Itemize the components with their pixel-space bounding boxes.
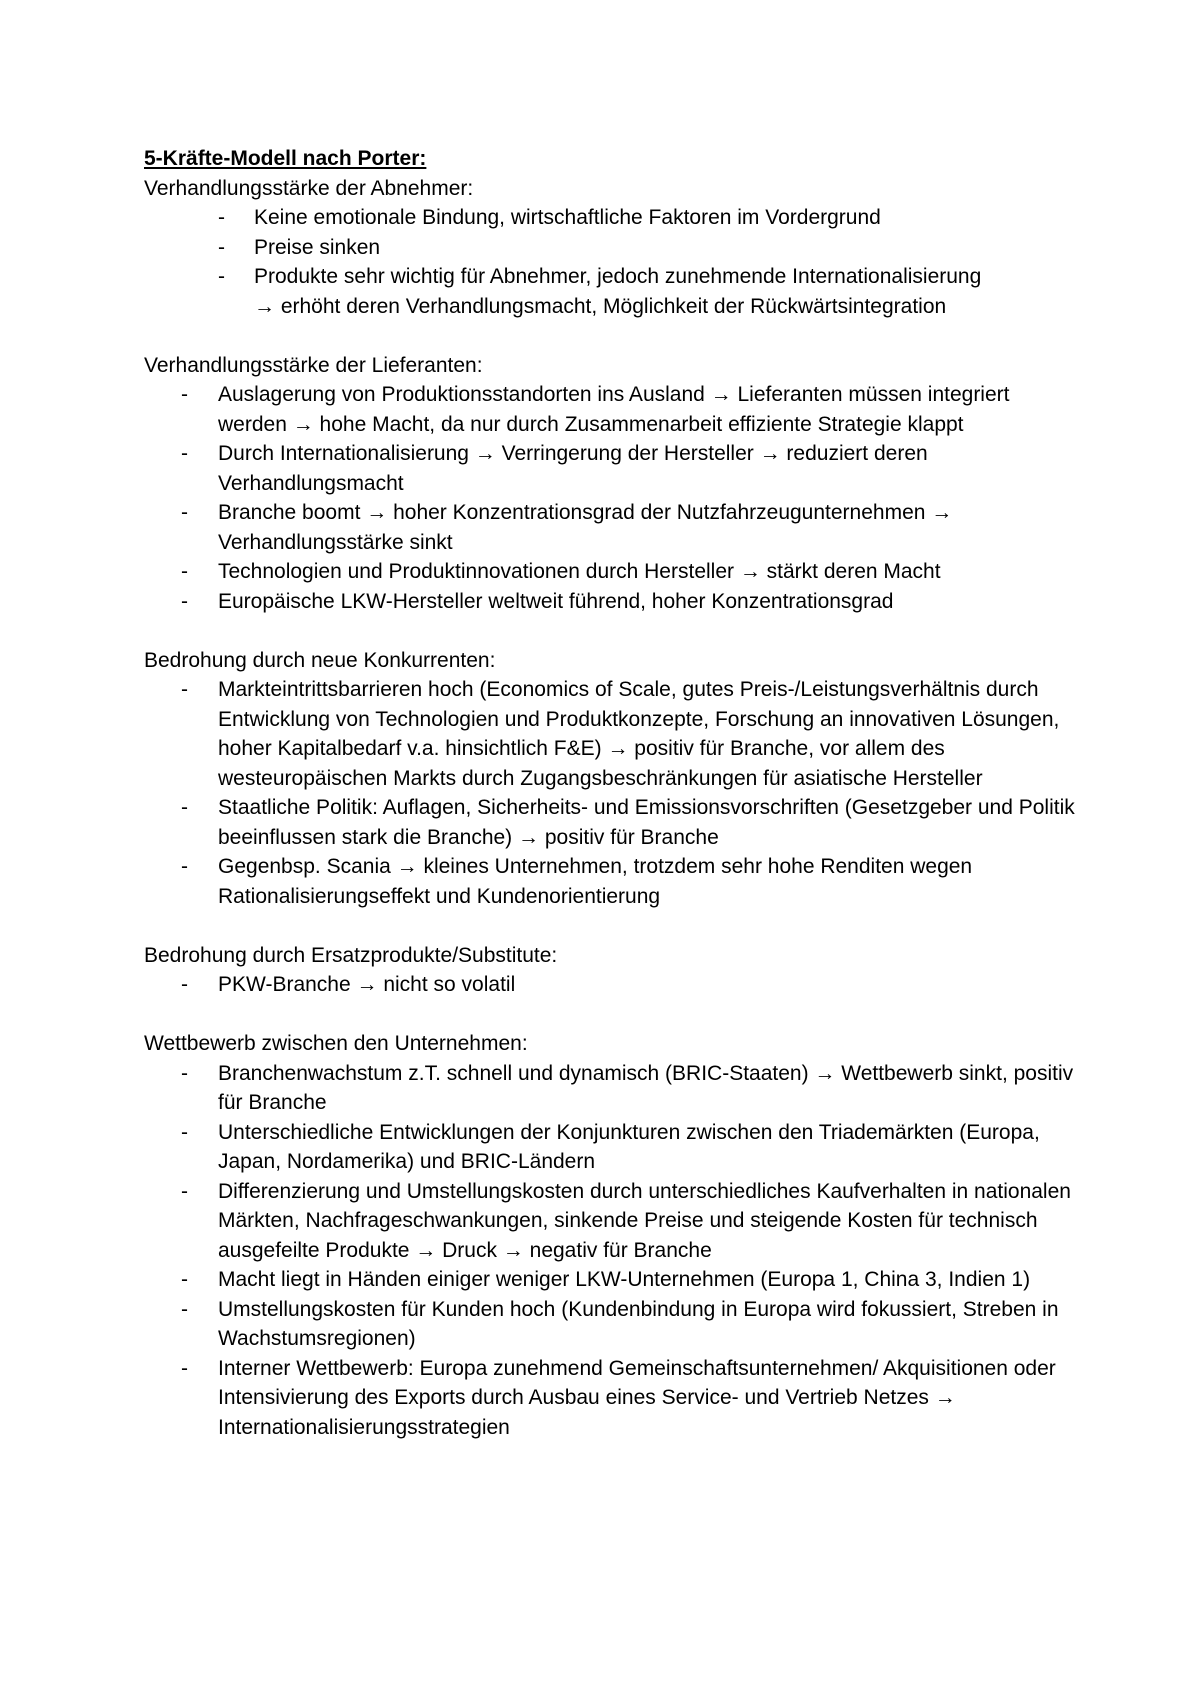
list-item [144, 557, 1084, 587]
list-item-text: Interner Wettbewerb: Europa zunehmend Gemeinschaftsunternehmen/ Akquisitionen oder Intensivierung des Exports durch Ausbau eines Service- und Vertrieb Netzes → Internationalisierungsstrategien [218, 1356, 1056, 1439]
list-item-text: Branchenwachstum z.T. schnell und dynamisch (BRIC-Staaten) → Wettbewerb sinkt, positiv für Branche [218, 1061, 1074, 1114]
section-heading: Bedrohung durch Ersatzprodukte/Substitute: [144, 943, 558, 967]
dash-bullet: - [181, 1297, 188, 1321]
list-item [144, 262, 1084, 321]
list-item [144, 380, 1084, 439]
dash-bullet: - [181, 442, 188, 465]
list-item [144, 852, 1084, 911]
dash-bullet: - [181, 678, 188, 701]
list-item-text: Umstellungskosten für Kunden hoch (Kundenbindung in Europa wird fokussiert, Streben in Wachstumsregionen) [218, 1297, 1059, 1350]
list-item-text: Auslagerung von Produktionsstandorten ins Ausland → Lieferanten müssen integriert werden → hohe Macht, da nur durch Zusammenarbeit effiziente Strategie klappt [218, 383, 1010, 436]
list-item [144, 1295, 1084, 1354]
list-item-text: Staatliche Politik: Auflagen, Sicherheits- und Emissionsvorschriften (Gesetzgeber und Politik beeinflussen stark die Branche) → positiv für Branche [218, 796, 1075, 849]
bullet-list [144, 675, 1084, 911]
list-item-text: Macht liegt in Händen einiger weniger LKW-Unternehmen (Europa 1, China 3, Indien 1) [218, 1268, 1031, 1291]
dash-bullet: - [181, 383, 188, 406]
list-item-text: Gegenbsp. Scania → kleines Unternehmen, trotzdem sehr hohe Renditen wegen Rationalisierungseffekt und Kundenorientierung [218, 855, 973, 908]
dash-bullet: - [181, 855, 188, 878]
section-heading: Bedrohung durch neue Konkurrenten: [144, 648, 496, 672]
dash-bullet: - [181, 973, 188, 996]
list-item [144, 587, 1084, 617]
section-substitute [144, 941, 1084, 1000]
dash-bullet: - [181, 1179, 188, 1203]
list-item-text: Unterschiedliche Entwicklungen der Konjunkturen zwischen den Triademärkten (Europa, Japan, Nordamerika) und BRIC-Ländern [218, 1120, 1040, 1173]
document-page [144, 144, 1084, 1472]
bullet-list [144, 203, 1084, 321]
list-item [144, 439, 1084, 498]
list-item-text: Preise sinken [254, 235, 381, 259]
list-item [144, 1118, 1084, 1177]
section-wettbewerb [144, 1029, 1084, 1442]
list-item-text: Differenzierung und Umstellungskosten durch unterschiedliches Kaufverhalten in nationalen Märkten, Nachfrageschwankungen, sinkende Preise und steigende Kosten für technisch ausgefeilte Produkte → Druck → negativ für Branche [218, 1179, 1071, 1262]
list-item [144, 1177, 1084, 1266]
list-item-text: PKW-Branche → nicht so volatil [218, 973, 516, 996]
list-item-text: Durch Internationalisierung → Verringerung der Hersteller → reduziert deren Verhandlungsmacht [218, 442, 928, 495]
section-heading: Wettbewerb zwischen den Unternehmen: [144, 1032, 528, 1055]
bullet-list [144, 380, 1084, 616]
dash-bullet: - [181, 796, 188, 819]
list-item-text: Markteintrittsbarrieren hoch (Economics of Scale, gutes Preis-/Leistungsverhältnis durch Entwicklung von Technologien und Produktkonzepte, Forschung an innovativen Lösungen, hoher Kapitalbedarf v.a. hinsichtlich F&E) → positiv für Branche, vor allem des westeuropäischen Markts durch Zugangsbeschränkungen für asiatische Hersteller [218, 678, 1060, 790]
list-item-text: Keine emotionale Bindung, wirtschaftliche Faktoren im Vordergrund [254, 206, 881, 229]
list-item-continuation: → erhöht deren Verhandlungsmacht, Möglichkeit der Rückwärtsintegration [254, 294, 947, 318]
section-lieferanten [144, 351, 1084, 617]
dash-bullet: - [181, 501, 188, 524]
list-item [144, 1265, 1084, 1295]
section-neue-konkurrenten [144, 646, 1084, 912]
dash-bullet: - [181, 1120, 188, 1144]
list-item [144, 1059, 1084, 1118]
dash-bullet: - [181, 560, 188, 583]
bullet-list [144, 1059, 1084, 1443]
dash-bullet: - [181, 589, 188, 613]
section-abnehmer [144, 174, 1084, 322]
document-title: 5-Kräfte-Modell nach Porter: [144, 147, 427, 170]
list-item-text: Europäische LKW-Hersteller weltweit führend, hoher Konzentrationsgrad [218, 589, 894, 613]
dash-bullet: - [181, 1356, 188, 1380]
dash-bullet: - [181, 1061, 188, 1085]
section-heading: Verhandlungsstärke der Abnehmer: [144, 176, 474, 200]
bullet-list [144, 970, 1084, 1000]
list-item [144, 793, 1084, 852]
list-item-text: Branche boomt → hoher Konzentrationsgrad der Nutzfahrzeugunternehmen → Verhandlungsstärke sinkt [218, 501, 953, 554]
list-item [144, 1354, 1084, 1443]
list-item-text: Produkte sehr wichtig für Abnehmer, jedoch zunehmende Internationalisierung [254, 265, 982, 288]
dash-bullet: - [218, 265, 225, 288]
dash-bullet: - [218, 235, 225, 259]
list-item [144, 675, 1084, 793]
dash-bullet: - [218, 206, 225, 229]
section-heading: Verhandlungsstärke der Lieferanten: [144, 353, 483, 377]
list-item [144, 970, 1084, 1000]
list-item [144, 498, 1084, 557]
list-item [144, 203, 1084, 233]
dash-bullet: - [181, 1268, 188, 1291]
list-item [144, 233, 1084, 263]
list-item-text: Technologien und Produktinnovationen durch Hersteller → stärkt deren Macht [218, 560, 941, 583]
